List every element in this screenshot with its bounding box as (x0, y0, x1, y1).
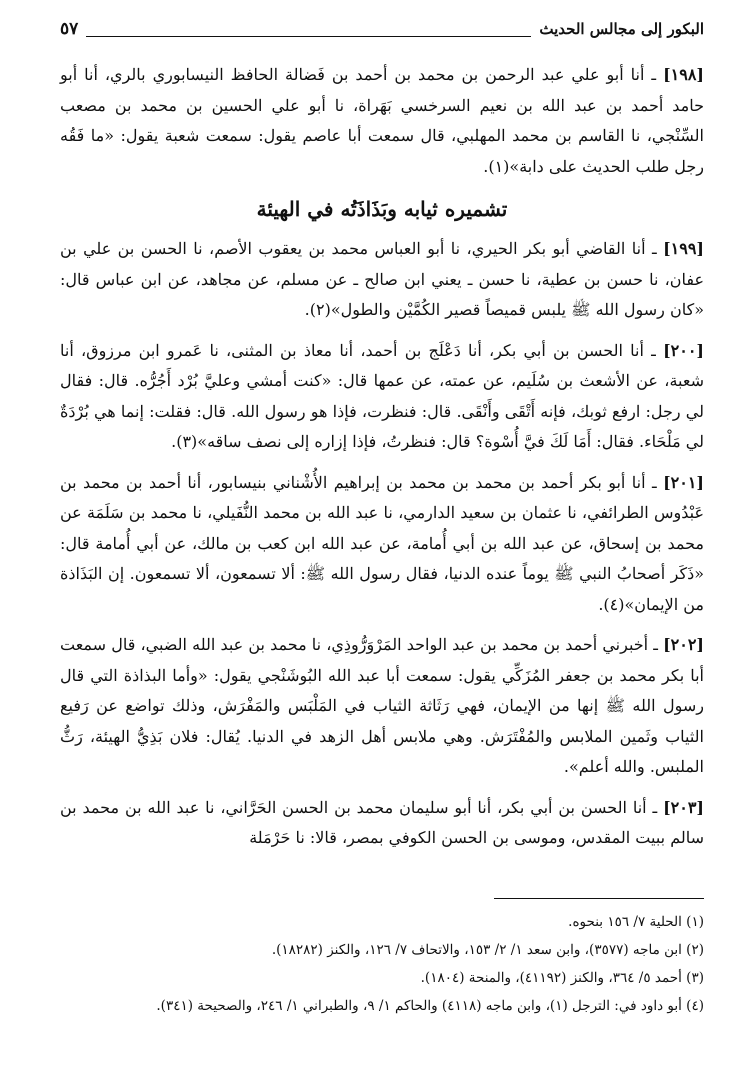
footnotes (60, 908, 704, 1020)
hadith-text: ـ أنا أبو علي عبد الرحمن بن محمد بن أحمد بن فَضالة الحافظ النيسابوري بالري، أنا أبو حامد أحمد بن عبد الله بن نعيم السرخسي بَهَراة، نا أبو علي الحسين بن محمد بن مصعب السِّنْجي، نا القاسم بن محمد المهلبي، قال سمعت أبا عاصم يقول: سمعت شعبة يقول: «ما فَقُه رجل طلب الحديث على دابة»(١). (60, 65, 704, 176)
page-number: ٥٧ (60, 19, 79, 39)
hadith-text: ـ أنا الحسن بن أبي بكر، أنا دَعْلَج بن أحمد، أنا معاذ بن المثنى، نا عَمرو ابن مرزوق، أنا شعبة، عن الأشعث بن سُلَيم، عن عمته، عن عمها قال: «كنت أمشي وعليَّ بُرْد أَجُرُّه. قال: فقال لي رجل: ارفع ثوبك، فإنه أَتْقَى وأَنْقَى. قال: فنظرت، فإذا هو رسول الله. قال: فقلت: إنما هي بُرْدَةٌ لي مَلْحَاء. فقال: أَمَا لَكَ فيَّ أُسْوة؟ قال: فنظرتُ، فإذا إزاره إلى نصف ساقه»(٣). (60, 340, 704, 451)
hadith-198 (60, 60, 704, 182)
footnote-divider (494, 898, 704, 899)
hadith-number: [٢٠٢] (663, 635, 704, 654)
hadith-number: [٢٠٣] (663, 797, 704, 817)
hadith-text: ـ أنا الحسن بن أبي بكر، أنا أبو سليمان محمد بن الحسن الحَرَّاني، نا عبد الله بن محمد بن سالم ببيت المقدس، وموسى بن الحسن الكوفي بمصر، قالا: نا حَرْمَلة (60, 797, 704, 847)
body-text (60, 60, 704, 864)
hadith-203 (60, 793, 704, 854)
hadith-200 (60, 336, 704, 458)
hadith-201 (60, 468, 704, 621)
section-heading: تشميره ثيابه وبَذَاذَتُه في الهيئة (256, 197, 508, 221)
hadith-text: ـ أنا القاضي أبو بكر الحيري، نا أبو العباس محمد بن يعقوب الأصم، نا الحسن بن علي بن عفان، نا حسن بن عطية، نا حسن ـ يعني ابن صالح ـ عن مسلم، عن مجاهد، عن ابن عباس قال: «كان رسول الله ﷺ يلبس قميصاً قصير الكُمَّيْن والطول»(٢). (60, 239, 704, 319)
hadith-number: [٢٠٠] (663, 340, 704, 360)
footnote-3: (٣) أحمد ٥/ ٣٦٤، والكنز (٤١١٩٢)، والمنحة (١٨٠٤). (420, 970, 704, 986)
footnote-1: (١) الحلية ٧/ ١٥٦ بنحوه. (568, 914, 704, 930)
footnote-2: (٢) ابن ماجه (٣٥٧٧)، وابن سعد ١/ ٢/ ١٥٣، والاتحاف ٧/ ١٢٦، والكنز (١٨٢٨٢). (271, 942, 704, 958)
hadith-number: [١٩٨] (663, 65, 704, 84)
hadith-199 (60, 234, 704, 326)
running-title: البكور إلى مجالس الحديث (539, 20, 704, 38)
footnote-4: (٤) أبو داود في: الترجل (١)، وابن ماجه (٤١١٨) والحاكم ١/ ٩، والطبراني ١/ ٢٤٦، والصحيحة (٣٤١). (156, 998, 704, 1014)
hadith-number: [٢٠١] (663, 472, 704, 492)
hadith-number: [١٩٩] (663, 239, 704, 258)
header-rule (86, 22, 531, 37)
hadith-202 (60, 630, 704, 783)
hadith-text: ـ أنا أبو بكر أحمد بن محمد بن محمد بن إبراهيم الأُشْناني بنيسابور، أنا أحمد بن محمد بن عَبْدُوس الطرائفي، نا عثمان بن سعيد الدارمي، نا عبد الله بن محمد النُّفَيلي، نا محمد بن سَلَمَة عن محمد بن إسحاق، عن عبد الله بن أبي أُمامة، عن عبد الله ابن كعب بن مالك، عن أبي أُمامة قال: «ذَكَر أصحابُ النبي ﷺ يوماً عنده الدنيا، فقال رسول الله ﷺ: ألا تسمعون، ألا تسمعون. إن البَذَاذة من الإيمان»(٤). (60, 472, 704, 614)
running-header (60, 14, 704, 44)
hadith-text: ـ أخبرني أحمد بن محمد بن عبد الواحد المَرْوَرُّوذِي، نا محمد بن عبد الله الضبي، قال سمعت أبا بكر محمد بن جعفر المُزَكِّي يقول: سمعت أبا عبد الله البُوشَنْجي يقول: «وأما البذاذة التي قال رسول الله ﷺ إنها من الإيمان، فهي رَثَاثة الثياب في المَلْبَس والمَفْرَش، وذلك تواضع عن رَفيع الثياب وثَمين الملابس والمُفْتَرَش. وهي ملابس أهل الزهد في الدنيا. يُقال: فلان بَذِيُّ الهيئة، رَثُّ الملبس. والله أعلم». (60, 635, 704, 776)
